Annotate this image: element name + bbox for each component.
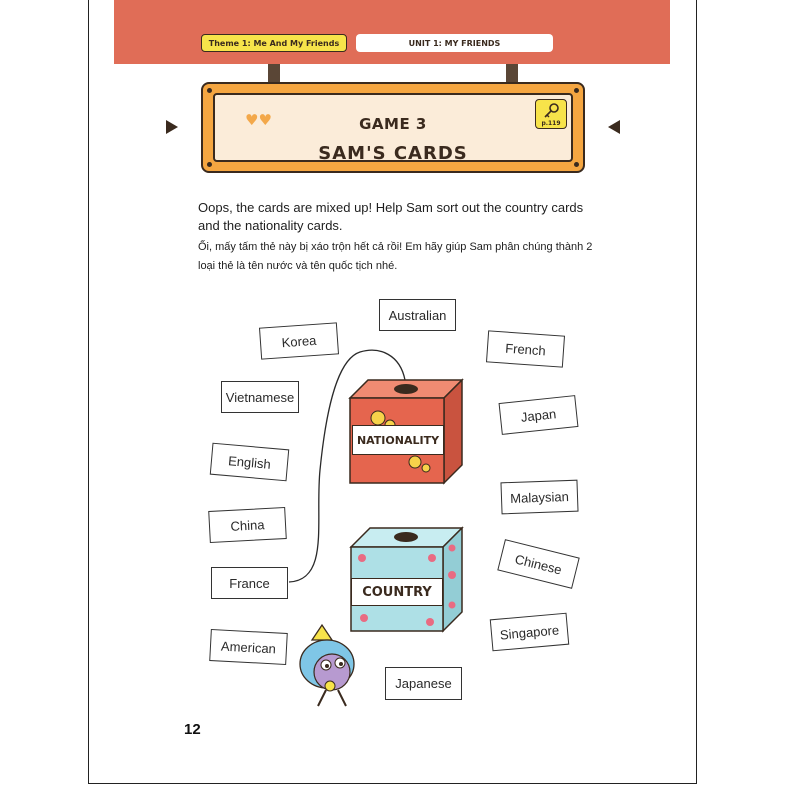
country-label: COUNTRY (351, 578, 443, 606)
page-number: 12 (184, 721, 201, 738)
card-singapore[interactable]: Singapore (490, 613, 569, 652)
card-chinese[interactable]: Chinese (497, 539, 579, 589)
card-french[interactable]: French (486, 330, 565, 367)
card-japan[interactable]: Japan (499, 395, 579, 435)
card-english[interactable]: English (210, 443, 289, 482)
unit-label: UNIT 1: MY FRIENDS (356, 34, 553, 52)
game-title: SAM'S CARDS (318, 143, 468, 164)
card-korea[interactable]: Korea (259, 322, 339, 359)
card-france[interactable]: France (211, 567, 288, 599)
game-number: GAME 3 (359, 115, 427, 133)
theme-label: Theme 1: Me And My Friends (201, 34, 347, 52)
hearts-icon: ♥♥ (245, 111, 272, 129)
card-australian[interactable]: Australian (379, 299, 456, 331)
sam-character (300, 625, 354, 706)
nationality-label: NATIONALITY (352, 425, 444, 455)
card-china[interactable]: China (208, 507, 287, 543)
card-american[interactable]: American (209, 629, 288, 665)
card-malaysian[interactable]: Malaysian (500, 480, 578, 515)
card-japanese[interactable]: Japanese (385, 667, 462, 700)
page-reference: p.119 (541, 120, 561, 127)
card-vietnamese[interactable]: Vietnamese (221, 381, 299, 413)
instructions-english: Oops, the cards are mixed up! Help Sam sort out the country cards and the nationality cards. (198, 200, 584, 233)
instructions-vietnamese: Ối, mấy tấm thẻ này bị xáo trộn hết cả rồi! Em hãy giúp Sam phân chúng thành 2 loại thẻ là tên nước và tên quốc tịch nhé. (198, 241, 593, 272)
